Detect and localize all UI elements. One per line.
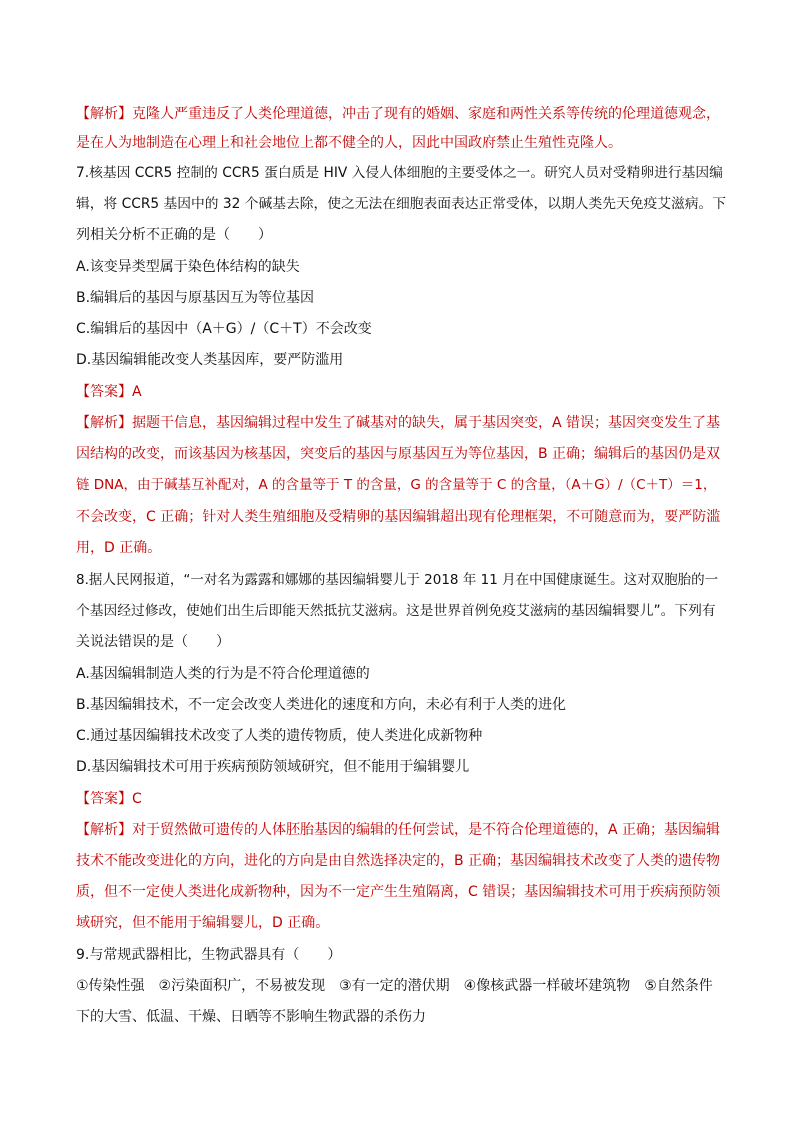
- analysis-q7-line-5: 用，D 正确。: [76, 540, 162, 556]
- question-8-option-a: A.基因编辑制造人类的行为是不符合伦理道德的: [76, 666, 370, 682]
- question-8-line-1: 8.据人民网报道，“一对名为露露和娜娜的基因编辑婴儿于 2018 年 11 月在中国健康诞生。这对双胞胎的一: [76, 572, 719, 588]
- answer-q8: 【答案】C: [76, 791, 142, 807]
- question-8-option-d: D.基因编辑技术可用于疾病预防领域研究，但不能用于编辑婴儿: [76, 759, 470, 775]
- analysis-q8-line-1: 【解析】对于贸然做可遗传的人体胚胎基因的编辑的任何尝试，是不符合伦理道德的，A 正确；基因编辑: [76, 822, 721, 838]
- analysis-q7-line-4: 不会改变，C 正确；针对人类生殖细胞及受精卵的基因编辑超出现有伦理框架，不可随意而为，要严防滥: [76, 509, 721, 525]
- question-8-option-b: B.基因编辑技术，不一定会改变人类进化的速度和方向，未必有利于人类的进化: [76, 697, 567, 713]
- question-7-line-3: 列相关分析不正确的是（ ）: [76, 227, 272, 243]
- question-7-option-a: A.该变异类型属于染色体结构的缺失: [76, 259, 300, 275]
- question-8-line-3: 关说法错误的是（ ）: [76, 634, 230, 650]
- question-7-option-b: B.编辑后的基因与原基因互为等位基因: [76, 290, 315, 306]
- analysis-q7-line-3: 链 DNA，由于碱基互补配对，A 的含量等于 T 的含量，G 的含量等于 C 的含量，（A＋G）/（C＋T）＝1，: [76, 477, 717, 493]
- analysis-q8-line-4: 域研究，但不能用于编辑婴儿，D 正确。: [76, 915, 330, 931]
- analysis-q6-line-2: 是在人为地制造在心理上和社会地位上都不健全的人，因此中国政府禁止生殖性克隆人。: [76, 135, 622, 151]
- question-8-option-c: C.通过基因编辑技术改变了人类的遗传物质，使人类进化成新物种: [76, 728, 483, 744]
- question-7-line-1: 7.核基因 CCR5 控制的 CCR5 蛋白质是 HIV 入侵人体细胞的主要受体之一。研究人员对受精卵进行基因编: [76, 165, 723, 181]
- analysis-q6-line-1: 【解析】克隆人严重违反了人类伦理道德，冲击了现有的婚姻、家庭和两性关系等传统的伦理道德观念，: [76, 106, 720, 122]
- question-7-option-c: C.编辑后的基因中（A＋G）/（C＋T）不会改变: [76, 321, 372, 337]
- analysis-q8-line-3: 质，但不一定使人类进化成新物种，因为不一定产生生殖隔离，C 错误；基因编辑技术可用于疾病预防领: [76, 884, 721, 900]
- question-8-line-2: 个基因经过修改，使她们出生后即能天然抵抗艾滋病。这是世界首例免疫艾滋病的基因编辑婴儿”。下列有: [76, 603, 716, 619]
- question-9-statements-line-1: ①传染性强 ②污染面积广，不易被发现 ③有一定的潜伏期 ④像核武器一样破坏建筑物 ⑤自然条件: [76, 978, 713, 994]
- answer-q7: 【答案】A: [76, 384, 142, 400]
- analysis-q7-line-2: 因结构的改变，而该基因为核基因，突变后的基因与原基因互为等位基因，B 正确；编辑后的基因仍是双: [76, 446, 721, 462]
- analysis-q7-line-1: 【解析】据题干信息，基因编辑过程中发生了碱基对的缺失，属于基因突变，A 错误；基因突变发生了基: [76, 415, 721, 431]
- question-9-statements-line-2: 下的大雪、低温、干燥、日晒等不影响生物武器的杀伤力: [76, 1009, 426, 1025]
- question-7-line-2: 辑，将 CCR5 基因中的 32 个碱基去除，使之无法在细胞表面表达正常受体，以期人类先天免疫艾滋病。下: [76, 196, 726, 212]
- question-7-option-d: D.基因编辑能改变人类基因库，要严防滥用: [76, 352, 344, 368]
- analysis-q8-line-2: 技术不能改变进化的方向，进化的方向是由自然选择决定的，B 正确；基因编辑技术改变了人类的遗传物: [76, 853, 721, 869]
- question-9-line-1: 9.与常规武器相比，生物武器具有（ ）: [76, 947, 342, 963]
